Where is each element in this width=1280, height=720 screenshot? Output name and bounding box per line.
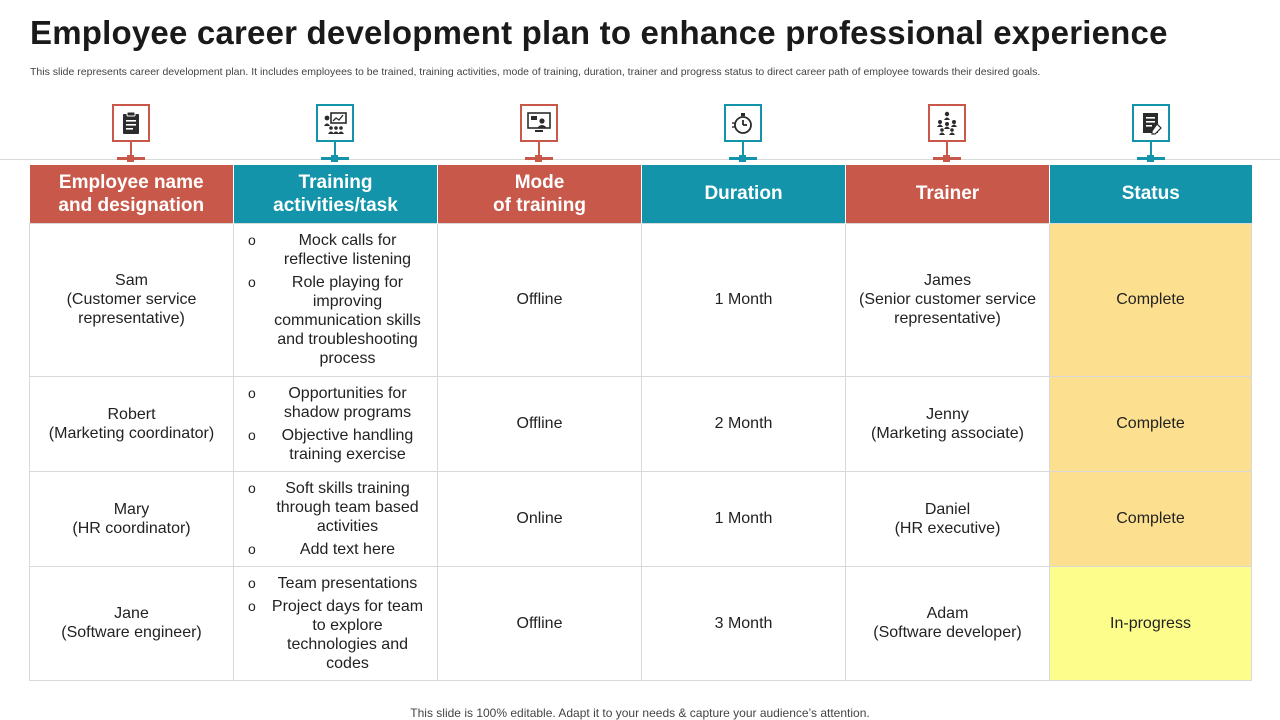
icon-column-1 (29, 104, 233, 164)
header-trainer: Trainer (846, 165, 1050, 223)
task-item: o Add text here (246, 540, 429, 559)
table-row (30, 223, 1252, 376)
online-training-icon (520, 104, 558, 142)
icon-connector (946, 142, 948, 156)
icon-connector (334, 142, 336, 156)
trainer-cell (846, 471, 1050, 566)
tasks-cell (234, 566, 438, 680)
icon-column-4 (641, 104, 845, 164)
table-row (30, 471, 1252, 566)
header-training-line2: activities/task (273, 194, 398, 216)
header-mode-line1: Mode (514, 171, 565, 193)
icon-column-6 (1049, 104, 1253, 164)
document-edit-icon (1132, 104, 1170, 142)
icon-column-2 (233, 104, 437, 164)
stopwatch-icon (724, 104, 762, 142)
employee-name: Jane (114, 605, 149, 622)
task-item: o Role playing for improving communication skills and troubleshooting process (246, 273, 429, 368)
icon-connector (1150, 142, 1152, 156)
trainer-designation: (Marketing associate) (871, 424, 1024, 442)
employee-designation: (Software engineer) (61, 624, 202, 641)
task-item: o Soft skills training through team based activities (246, 479, 429, 536)
employee-cell (30, 223, 234, 376)
career-plan-table (29, 165, 1252, 681)
icon-connector (538, 142, 540, 156)
table-row (30, 376, 1252, 471)
tasks-cell (234, 376, 438, 471)
presentation-icon (316, 104, 354, 142)
page-subtitle: This slide represents career development plan. It includes employees to be trained, training activities, mode of training, duration, trainer and progress status to direct career path of employee towards their desired goals. (30, 66, 1041, 78)
icon-column-3 (437, 104, 641, 164)
employee-cell (30, 566, 234, 680)
trainer-cell (846, 223, 1050, 376)
employee-designation: (HR coordinator) (72, 519, 191, 537)
mode-cell: Offline (438, 223, 642, 376)
footer-note: This slide is 100% editable. Adapt it to your needs & capture your audience’s attention. (410, 706, 870, 720)
icon-connector (742, 142, 744, 156)
header-employee-line1: Employee name (58, 171, 204, 193)
trainer-name: Adam (926, 605, 969, 622)
mode-cell: Offline (438, 376, 642, 471)
trainer-name: Daniel (924, 500, 971, 518)
tasks-cell (234, 223, 438, 376)
task-item: o Opportunities for shadow programs (246, 384, 429, 422)
icon-dot (739, 155, 746, 162)
header-status: Status (1050, 165, 1252, 223)
trainer-cell (846, 376, 1050, 471)
mode-cell: Offline (438, 566, 642, 680)
header-mode (438, 165, 642, 223)
status-cell: Complete (1050, 376, 1252, 471)
trainer-name: Jenny (926, 405, 969, 423)
employee-cell (30, 471, 234, 566)
employee-name: Mary (113, 500, 150, 518)
header-training (234, 165, 438, 223)
status-cell: In-progress (1050, 566, 1252, 680)
page-title: Employee career development plan to enhance professional experience (30, 14, 1168, 51)
table-row (30, 566, 1252, 680)
employee-name: Robert (107, 405, 156, 423)
task-item: o Objective handling training exercise (246, 426, 429, 464)
status-cell: Complete (1050, 223, 1252, 376)
task-item: o Team presentations (246, 574, 429, 593)
employee-designation: (Customer service representative) (66, 291, 197, 327)
duration-cell: 1 Month (642, 471, 846, 566)
table-header-row (30, 165, 1252, 223)
trainer-cell (846, 566, 1050, 680)
tasks-cell (234, 471, 438, 566)
trainer-name: James (923, 272, 972, 289)
team-org-icon (928, 104, 966, 142)
icon-connector (130, 142, 132, 156)
mode-cell: Online (438, 471, 642, 566)
trainer-designation: (HR executive) (894, 519, 1001, 537)
task-item: o Mock calls for reflective listening (246, 231, 429, 269)
header-mode-line2: of training (493, 194, 586, 216)
trainer-designation: (Software developer) (873, 624, 1022, 641)
employee-designation: (Marketing coordinator) (48, 424, 215, 442)
trainer-designation: (Senior customer service representative) (859, 291, 1036, 327)
duration-cell: 3 Month (642, 566, 846, 680)
duration-cell: 1 Month (642, 223, 846, 376)
icon-dot (331, 155, 338, 162)
employee-name: Sam (115, 272, 148, 289)
header-training-line1: Training (298, 171, 373, 193)
icon-dot (1147, 155, 1154, 162)
duration-cell: 2 Month (642, 376, 846, 471)
icon-dot (127, 155, 134, 162)
header-employee-line2: and designation (58, 194, 205, 216)
clipboard-icon (112, 104, 150, 142)
status-cell: Complete (1050, 471, 1252, 566)
header-duration: Duration (642, 165, 846, 223)
header-employee (30, 165, 234, 223)
task-item: o Project days for team to explore technologies and codes (246, 597, 429, 673)
icon-column-5 (845, 104, 1049, 164)
icon-dot (943, 155, 950, 162)
icon-dot (535, 155, 542, 162)
employee-cell (30, 376, 234, 471)
